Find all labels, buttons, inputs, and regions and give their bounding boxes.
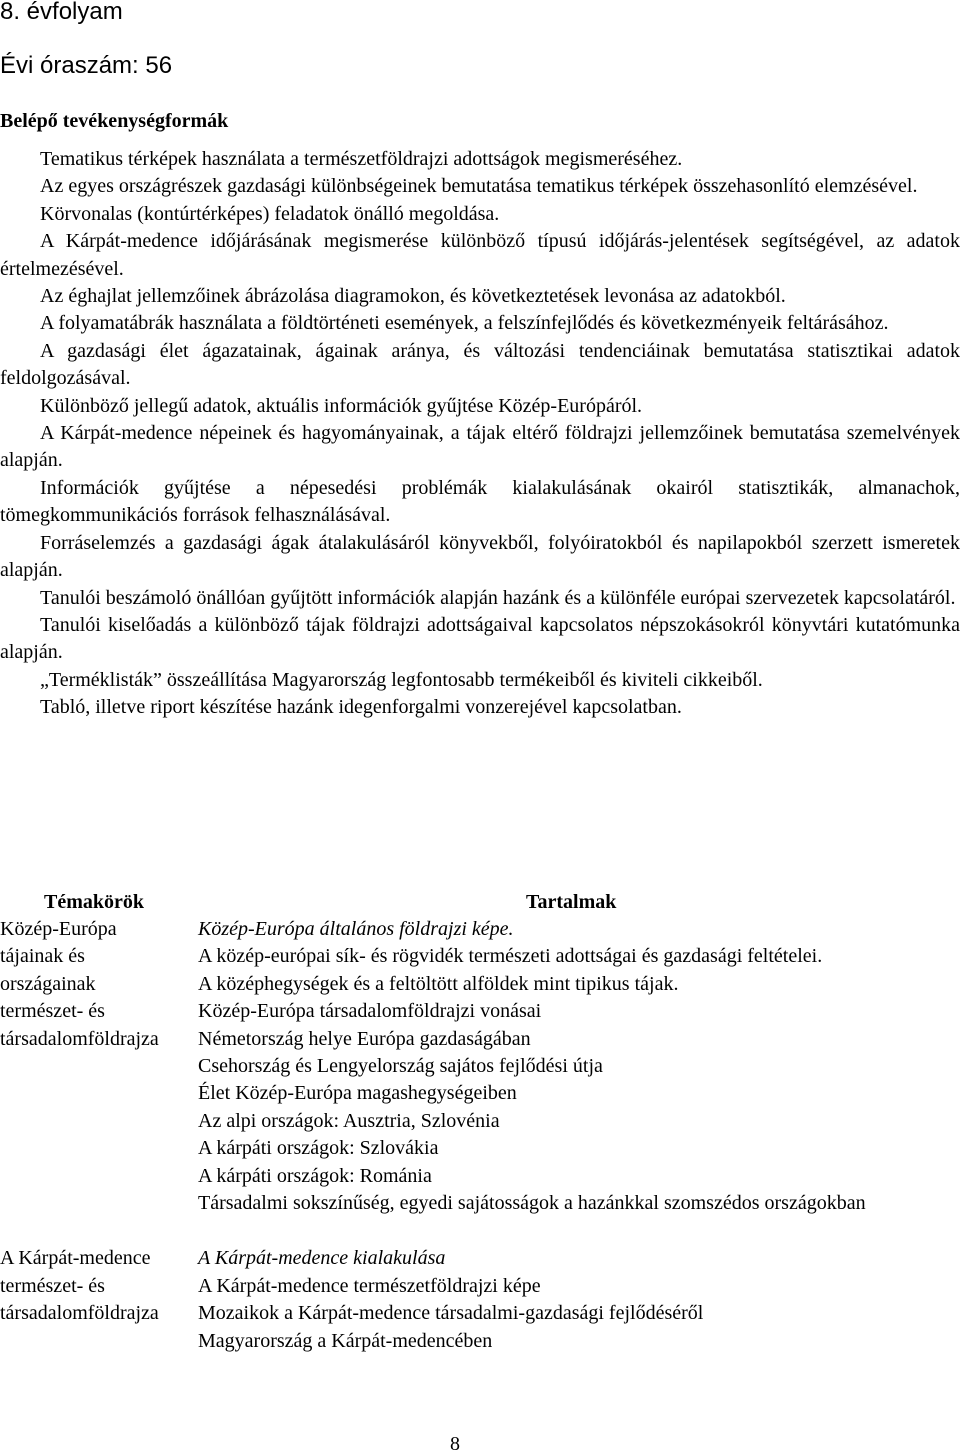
topic-group-carpathian-basin xyxy=(0,1245,960,1355)
content-item-heading: Közép-Európa általános földrajzi képe. xyxy=(198,918,514,940)
content-item: Az alpi országok: Ausztria, Szlovénia xyxy=(198,1109,500,1132)
activity-item: Az egyes országrészek gazdasági különbségeinek bemutatása tematikus térképek összehasonlító elemzésével. xyxy=(40,175,918,198)
topic-line: országainak xyxy=(0,972,96,995)
content-item: A kárpáti országok: Románia xyxy=(198,1164,432,1187)
content-item-heading: A Kárpát-medence kialakulása xyxy=(198,1247,446,1270)
activity-item: Az éghajlat jellemzőinek ábrázolása diagramokon, és következtetések levonása az adatokból. xyxy=(40,285,786,308)
content-item: Társadalmi sokszínűség, egyedi sajátosságok a hazánkkal szomszédos országokban xyxy=(198,1192,866,1215)
activity-item: Forráselemzés a gazdasági ágak átalakulásáról könyvekből, folyóiratokból és napilapokból szerzett ismeretek alapján. xyxy=(0,531,960,582)
content-item: Csehország és Lengyelország sajátos fejlődési útja xyxy=(198,1055,603,1078)
topic-line: természet- és xyxy=(0,1274,105,1297)
topic-line: társadalomföldrajza xyxy=(0,1302,159,1325)
activity-item: Körvonalas (kontúrtérképes) feladatok önálló megoldása. xyxy=(40,202,500,225)
content-item: A kárpáti országok: Szlovákia xyxy=(198,1137,439,1160)
content-item: A Kárpát-medence természetföldrajzi képe xyxy=(198,1274,541,1297)
column-header-topics: Témakörök xyxy=(44,891,144,913)
activity-item: Tabló, illetve riport készítése hazánk idegenforgalmi vonzerejével kapcsolatban. xyxy=(40,696,682,719)
activity-item: Információk gyűjtése a népesedési problémák kialakulásának okairól statisztikák, almanachok, tömegkommunikációs források felhasználásával. xyxy=(0,476,960,527)
content-item: Közép-Európa társadalomföldrajzi vonásai xyxy=(198,1000,542,1023)
page-number: 8 xyxy=(450,1433,460,1455)
topic-line: társadalomföldrajza xyxy=(0,1027,159,1050)
content-cell xyxy=(198,916,960,1217)
activity-item: A Kárpát-medence népeinek és hagyományainak, a tájak eltérő földrajzi jellemzőinek bemutatása szemelvények alapján. xyxy=(0,422,960,472)
activity-item: Tanulói beszámoló önállóan gyűjtött információk alapján hazánk és a különféle európai szervezetek kapcsolatáról. xyxy=(40,586,956,609)
topic-line: tájainak és xyxy=(0,945,85,968)
activity-item: „Terméklisták” összeállítása Magyarország legfontosabb termékeiből és kiviteli cikkeiből. xyxy=(40,668,763,691)
content-item: Németország helye Európa gazdaságában xyxy=(198,1027,531,1050)
activity-item: A Kárpát-medence időjárásának megismerése különböző típusú időjárás-jelentések segítségével, az adatok értelmezésével. xyxy=(0,230,960,280)
activity-item: A folyamatábrák használata a földtörténeti események, a felszínfejlődés és következményeik feltárásához. xyxy=(40,312,889,335)
topic-group-central-europe xyxy=(0,916,960,1217)
topic-line: A Kárpát-medence xyxy=(0,1247,151,1270)
topics-table xyxy=(0,888,960,1355)
activity-item: Különböző jellegű adatok, aktuális információk gyűjtése Közép-Európáról. xyxy=(40,394,643,417)
content-item: A középhegységek és a feltöltött alföldek mint tipikus tájak. xyxy=(198,972,679,995)
activity-item: A gazdasági élet ágazatainak, ágainak aránya, és változási tendenciáinak bemutatása statisztikai adatok feldolgozásával. xyxy=(0,339,960,390)
column-header-contents: Tartalmak xyxy=(526,891,617,913)
content-cell xyxy=(198,1245,960,1355)
activity-item: Tematikus térképek használata a természetföldrajzi adottságok megismeréséhez. xyxy=(40,148,683,170)
topic-line: természet- és xyxy=(0,1000,105,1023)
activities-heading: Belépő tevékenységformák xyxy=(0,110,229,132)
grade-title: 8. évfolyam xyxy=(0,0,123,25)
content-item: Magyarország a Kárpát-medencében xyxy=(198,1329,493,1352)
annual-hours: Évi óraszám: 56 xyxy=(0,52,173,79)
topic-line: Közép-Európa xyxy=(0,918,117,940)
table-header xyxy=(0,888,960,916)
content-item: Élet Közép-Európa magashegységeiben xyxy=(198,1082,517,1105)
activity-item: Tanulói kiselőadás a különböző tájak földrajzi adottságaival kapcsolatos népszokásokról könyvtári kutatómunka alapján. xyxy=(0,613,960,664)
topic-cell xyxy=(0,1245,198,1355)
activities-list xyxy=(0,146,960,722)
content-item: Mozaikok a Kárpát-medence társadalmi-gazdasági fejlődéséről xyxy=(198,1302,704,1325)
topic-cell xyxy=(0,916,198,1217)
content-item: A közép-európai sík- és rögvidék természeti adottságai és gazdasági feltételei. xyxy=(198,945,823,968)
